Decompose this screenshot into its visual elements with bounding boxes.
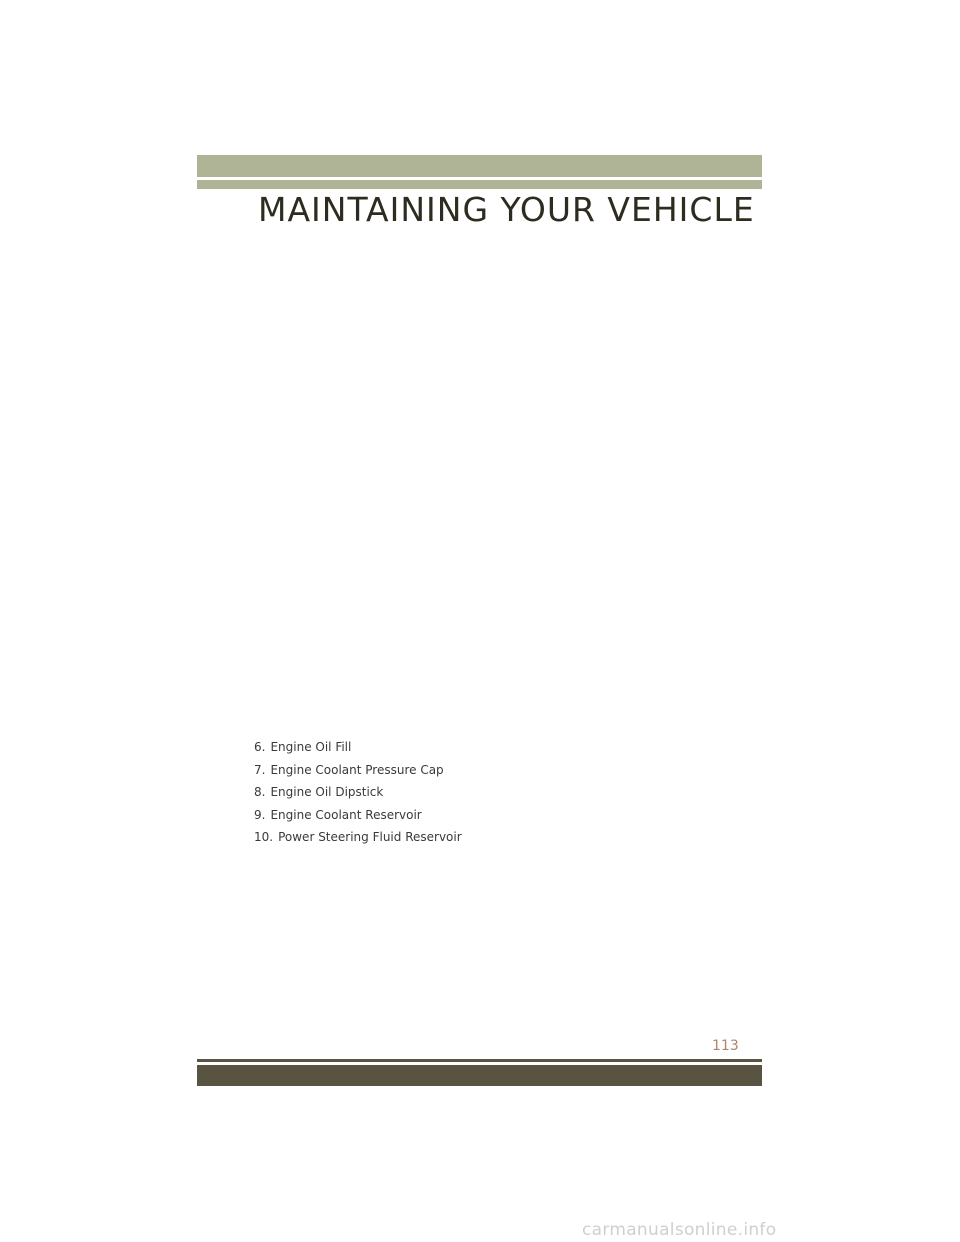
legend-item (254, 761, 462, 784)
legend-item (254, 806, 462, 829)
legend-item (254, 738, 462, 761)
watermark-text: carmanualsonline.info (582, 1220, 777, 1240)
legend-item-number: 8. (254, 785, 266, 799)
legend-item-label: Engine Oil Dipstick (270, 785, 384, 799)
footer-rule (197, 1059, 762, 1062)
legend-item (254, 783, 462, 806)
legend-item-number: 9. (254, 807, 266, 822)
component-legend (254, 738, 462, 851)
footer-bar (197, 1065, 762, 1086)
legend-item-label: Engine Coolant Reservoir (270, 807, 422, 822)
legend-item-number: 6. (254, 740, 266, 754)
legend-item-number: 10. (254, 830, 274, 844)
page-number: 113 (712, 1038, 739, 1054)
legend-item-label: Power Steering Fluid Reservoir (278, 830, 462, 844)
legend-item-label: Engine Coolant Pressure Cap (270, 762, 444, 777)
header-rule (197, 180, 762, 189)
section-title: MAINTAINING YOUR VEHICLE (258, 190, 755, 229)
header-bar (197, 155, 762, 177)
legend-item-number: 7. (254, 762, 266, 777)
legend-item (254, 828, 462, 851)
legend-item-label: Engine Oil Fill (270, 740, 352, 754)
